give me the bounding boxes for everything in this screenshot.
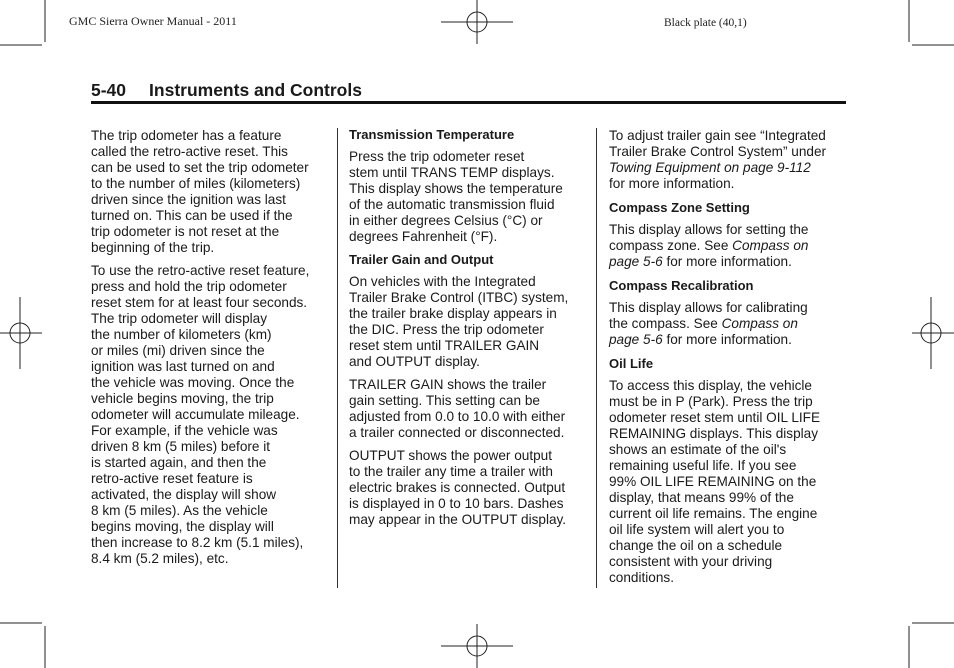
link-compass-zone[interactable]: Compass on page 5-6 xyxy=(609,238,809,269)
registration-target-top xyxy=(441,0,513,44)
column-1 xyxy=(91,128,333,574)
heading-transmission-temperature: Transmission Temperature xyxy=(349,127,515,142)
registration-target-left xyxy=(0,297,42,369)
header-rule xyxy=(91,101,846,104)
page-number: 5-40 xyxy=(91,80,127,100)
link-towing-equipment[interactable]: Towing Equipment on page 9-112 xyxy=(609,160,811,175)
registration-target-bottom xyxy=(441,624,513,668)
heading-oil-life: Oil Life xyxy=(609,356,654,371)
link-compass-recalibration[interactable]: Compass on page 5-6 xyxy=(609,316,798,347)
column-3 xyxy=(609,128,849,593)
registration-target-right xyxy=(912,297,954,369)
column-divider-1 xyxy=(337,128,338,588)
section-title: Instruments and Controls xyxy=(149,80,362,100)
column-divider-2 xyxy=(596,128,597,588)
paragraph-oil-life: To access this display, the vehicle must be in P (Park). Press the trip odometer reset stem until OIL LIFE REMAINING displays. This display shows an estimate of the oil's remaining useful life. If you see 99% OIL LIFE REMAINING on the display, that means 99% of the current oil life remains. The engine oil life system will alert you to change the oil on a schedule consistent with your driving conditions. xyxy=(609,378,821,585)
paragraph-trailer-gain: TRAILER GAIN shows the trailer gain setting. This setting can be adjusted from 0.0 to 10.0 with either a trailer connected or disconnected. xyxy=(349,377,566,440)
manual-title: GMC Sierra Owner Manual - 2011 xyxy=(69,14,237,28)
paragraph-adjust-trailer-gain: To adjust trailer gain see “Integrated Trailer Brake Control System” under xyxy=(609,128,827,159)
paragraph-itbc-display: On vehicles with the Integrated Trailer Brake Control (ITBC) system, the trailer brake display appears in the DIC. Press the trip odometer reset stem until TRAILER GAIN and OUTPUT display. xyxy=(349,274,569,369)
heading-trailer-gain-output: Trailer Gain and Output xyxy=(349,252,494,267)
paragraph-adjust-trailer-gain-end: for more information. xyxy=(609,176,735,191)
paragraph-compass-recalibration: This display allows for calibrating the compass. See Compass on page 5-6 for more information. xyxy=(609,300,808,347)
heading-compass-zone-setting: Compass Zone Setting xyxy=(609,200,750,215)
plate-label: Black plate (40,1) xyxy=(664,17,747,29)
heading-compass-recalibration: Compass Recalibration xyxy=(609,278,754,293)
paragraph-compass-zone: This display allows for setting the compass zone. See Compass on page 5-6 for more information. xyxy=(609,222,809,269)
paragraph-retro-active-usage: To use the retro-active reset feature, press and hold the trip odometer reset stem for at least four seconds. The trip odometer will display the number of kilometers (km) or miles (mi) driven since the ignition was last turned on and the vehicle was moving. Once the vehicle begins moving, the trip odometer will accumulate mileage. For example, if the vehicle was driven 8 km (5 miles) before it is started again, and then the retro-active reset feature is activated, the display will show 8 km (5 miles). As the vehicle begins moving, the display will then increase to 8.2 km (5.1 miles), 8.4 km (5.2 miles), etc. xyxy=(91,263,310,566)
paragraph-transmission-temperature: Press the trip odometer reset stem until TRANS TEMP displays. This display shows the temperature of the automatic transmission fluid in either degrees Celsius (°C) or degrees Fahrenheit (°F). xyxy=(349,149,563,244)
paragraph-retro-active-reset: The trip odometer has a feature called the retro-active reset. This can be used to set the trip odometer to the number of miles (kilometers) driven since the ignition was last turned on. This can be used if the trip odometer is not reset at the beginning of the trip. xyxy=(91,128,309,255)
column-2 xyxy=(349,128,591,535)
page-header xyxy=(91,80,362,101)
paragraph-output: OUTPUT shows the power output to the trailer any time a trailer with electric brakes is connected. Output is displayed in 0 to 10 bars. Dashes may appear in the OUTPUT display. xyxy=(349,448,567,527)
